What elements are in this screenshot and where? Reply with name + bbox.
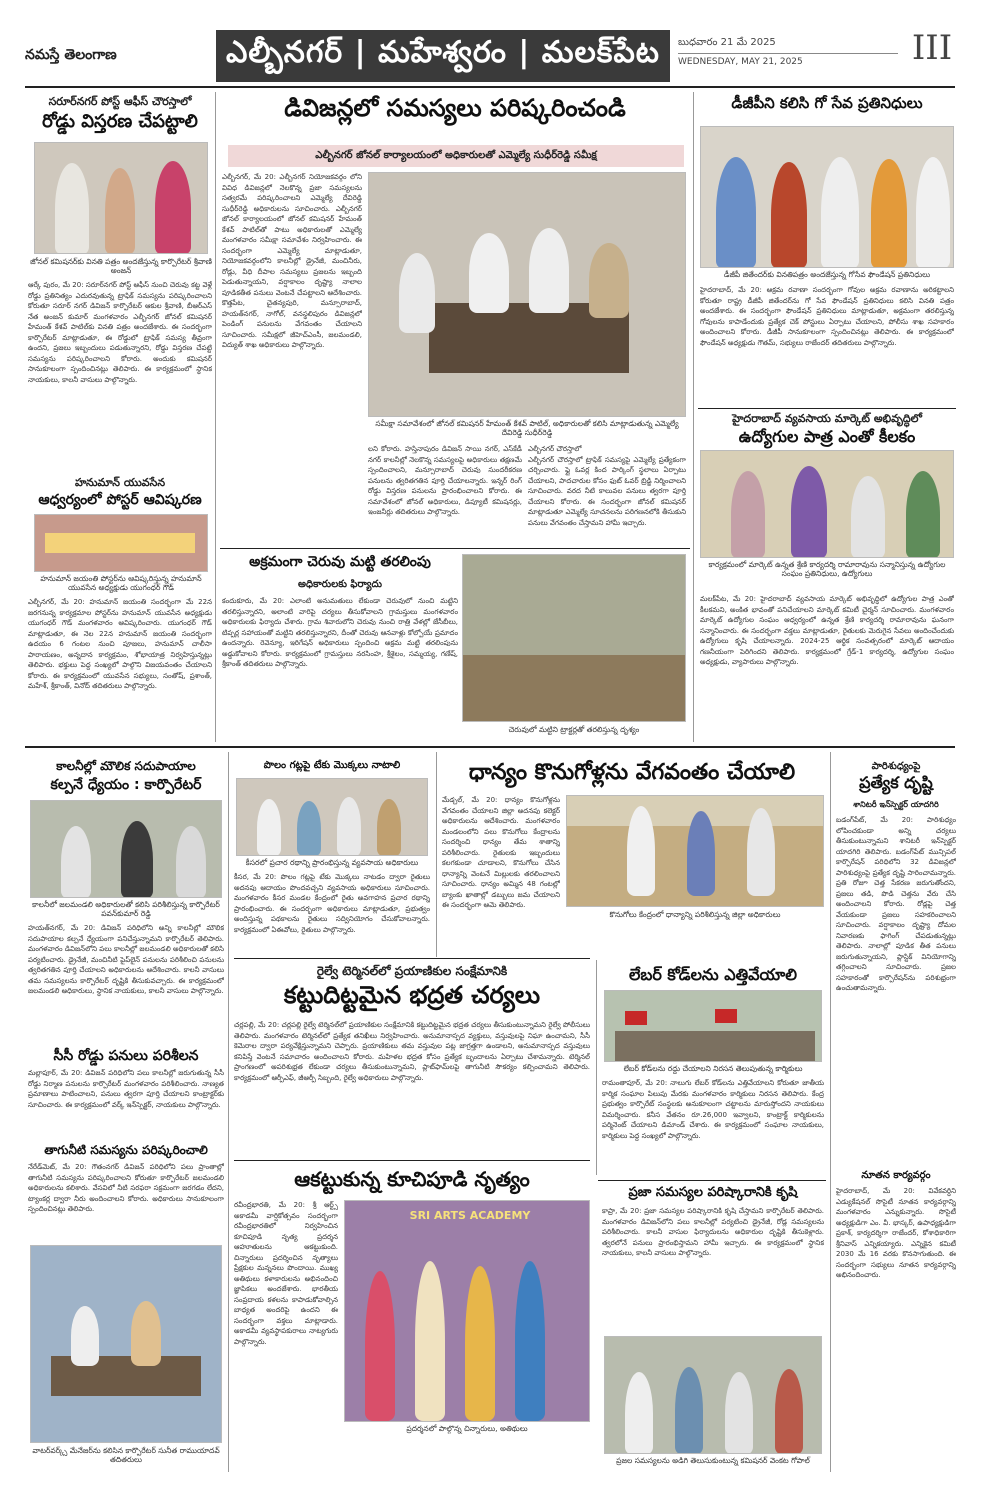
committee-headline: నూతన కార్యవర్గం <box>861 1170 931 1181</box>
column-divider-sanitation <box>830 752 831 1472</box>
water-body: నేరేడ్‌మెట్, మే 20: గౌతంనగర్ డివిజన్ పరిధిలోని పలు ప్రాంతాల్లో తాగునీటి సమస్యను పరిష్కరించాలని కోరుతూ కార్పొరేటర్ జలమండలి అధికారులను కలిశారు. వేసవిలో నీటి సరఫరా సక్రమంగా జరగడం లేదని, ట్యాంకర్ల ద్వారా నీరు అందించాలని కోరారు. అధికారులు సానుకూలంగా స్పందించినట్లు తెలిపారు. <box>28 1163 224 1213</box>
newspaper-brand: నమస్తే తెలంగాణ <box>25 46 117 63</box>
s1-body: ఆర్కే పురం, మే 20: సరూర్‌నగర్ పోస్ట్ ఆఫీస్ నుంచి చెరువు కట్ట వెళ్లే రోడ్డు ప్రతినిత్యం ఎదురవుతున్న ట్రాఫిక్ సమస్యను పరిష్కరించాలని కోరుతూ సరూర్ నగర్ డివిజన్ కార్పొరేటర్ ఆకుల శ్రీవాణి, బీఆర్ఎస్ నేత అంజన్ కుమార్ మంగళవారం ఎల్బీనగర్ జోనల్ కమిషనర్ హేమంత్ కేశవ్ పాటిల్‌కు వినతి పత్రం అందజేశారు. ఈ సందర్భంగా కార్పొరేటర్ మాట్లాడుతూ, ఈ రోడ్డులో ట్రాఫిక్ సమస్య తీవ్రంగా ఉందని, ప్రజలు ఇబ్బందులు పడుతున్నారని, రోడ్డు విస్తరణ చేపట్టి సమస్యను పరిష్కరించాలని కోరారు. అందుకు కమిషనర్ సానుకూలంగా స్పందించినట్లు తెలిపారు. ఈ కార్యక్రమంలో స్థానిక నాయకులు, కాలనీ వాసులు పాల్గొన్నారు. <box>28 281 212 384</box>
labour-headline: లేబర్ కోడ్‌లను ఎత్తివేయాలి <box>629 965 797 984</box>
railway-rule <box>234 958 590 959</box>
market-caption: కార్యక్రమంలో మార్కెట్ ఉన్నత శ్రేణి కార్యదర్శి రామారావును సన్మానిస్తున్న ఉద్యోగుల సంఘం ప్రతినిధులు, ఉద్యోగులు <box>708 560 946 578</box>
date-divider <box>678 53 898 54</box>
public-rule <box>598 1180 826 1181</box>
committee-body: హైదరాబాద్, మే 20: వివేకవర్ధిని ఎడ్యుకేషనల్ సొసైటీ నూతన కార్యవర్గాన్ని మంగళవారం ఎన్నుకున్నారు. సొసైటీ అధ్యక్షుడిగా ఎం. వీ. భాస్కర్, ఉపాధ్యక్షుడిగా ప్రకాశ్, కార్యదర్శిగా రాజేందర్, కోశాధికారిగా శ్రీనివాస్ ఎన్నికయ్యారు. ఎన్నికైన కమిటీ 2030 మే 16 వరకు కొనసాగుతుంది. ఈ సందర్భంగా సభ్యులు నూతన కార్యవర్గాన్ని అభినందించారు. <box>836 1187 956 1279</box>
column-divider <box>215 92 216 742</box>
teak-body: కీసర, మే 20: పొలం గట్లపై టేకు మొక్కలు నాటడం ద్వారా రైతులు అదనపు ఆదాయం పొందవచ్చని వ్యవసాయ అధికారులు సూచించారు. మంగళవారం కీసర మండల కేంద్రంలో రైతు అవగాహన ప్రచార రథాన్ని ప్రారంభించారు. ఈ సందర్భంగా అధికారులు మాట్లాడుతూ, ప్రభుత్వం అందిస్తున్న పథకాలను రైతులు సద్వినియోగం చేసుకోవాలన్నారు. కార్యక్రమంలో ఏఈవోలు, రైతులు పాల్గొన్నారు. <box>234 873 430 934</box>
soil-subhead: అధికారులకు ఫిర్యాదు <box>298 579 382 590</box>
lead-body-3: ఎల్బీనగర్ చౌరస్తాలో ఎల్బీనగర్ చౌరస్తాలో ట్రాఫిక్ సమస్యపై ఎమ్మెల్యే ప్రత్యేకంగా చర్చించారు. ఫ్లై ఓవర్ల కింద పార్కింగ్ స్థలాలు ఏర్పాటు చేయాలని, పాదచారుల కోసం ఫుట్ ఓవర్ బ్రిడ్జి నిర్మించాలని సూచించారు. వరద నీటి కాలువల పనులు త్వరగా పూర్తి చేయాలని కోరారు. ఈ సందర్భంగా జోనల్ కమిషనర్ మాట్లాడుతూ ఎమ్మెల్యే సూచనలను పరిగణనలోకి తీసుకుని పనులు వేగవంతం చేస్తామని హామీ ఇచ్చారు. <box>528 445 686 527</box>
s1-photo <box>34 142 208 254</box>
labour-body: రామంతాపూర్, మే 20: నాలుగు లేబర్ కోడ్‌లను ఎత్తివేయాలని కోరుతూ జాతీయ కార్మిక సంఘాల పిలుపు మేరకు మంగళవారం కార్మికులు నిరసన తెలిపారు. కేంద్ర ప్రభుత్వం కార్పొరేట్ సంస్థలకు అనుకూలంగా చట్టాలను మారుస్తోందని నాయకులు విమర్శించారు. కనీస వేతనం రూ.26,000 ఇవ్వాలని, కాంట్రాక్ట్ కార్మికులను పర్మినెంట్ చేయాలని డిమాండ్ చేశారు. ఈ కార్యక్రమంలో సంఘాల నాయకులు, కార్మికులు పెద్ద సంఖ్యలో పాల్గొన్నారు. <box>602 1079 824 1140</box>
dance-caption: ప్రదర్శనలో పాల్గొన్న చిన్నారులు, అతిథులు <box>406 1424 528 1433</box>
s2-caption: హనుమాన్ జయంతి పోస్టర్‌ను ఆవిష్కరిస్తున్న హనుమాన్ యువసేన అధ్యక్షుడు యుగంధర్ గౌడ్ <box>40 574 202 592</box>
teak-headline: పొలం గట్లపై టేకు మొక్కలు నాటాలి <box>263 760 401 771</box>
infra-caption: కాలనీలో జలమండలి అధికారులతో కలిసి పరిశీలిస్తున్న కార్పొరేటర్ పవన్‌కుమార్ రెడ్డి <box>32 900 220 918</box>
dance-banner: SRI ARTS ACADEMY <box>409 1209 531 1222</box>
sanitation-body: బడంగ్‌పేట్, మే 20: పారిశుధ్యం లోపించకుండా అన్ని చర్యలు తీసుకుంటున్నామని శానిటరీ ఇన్‌స్పెక్టర్ యాదగిరి తెలిపారు. బడంగ్‌పేట్ మున్సిపల్ కార్పొరేషన్ పరిధిలోని 32 డివిజన్లలో పారిశుధ్యంపై ప్రత్యేక దృష్టి సారించామన్నారు. ప్రతి రోజూ చెత్త సేకరణ జరుగుతోందని, ప్రజలు తడి, పొడి చెత్తను వేరు చేసి అందించాలని కోరారు. రోడ్లపై చెత్త వేయకుండా ప్రజలు సహకరించాలని సూచించారు. వర్షాకాలం దృష్ట్యా దోమల నివారణకు ఫాగింగ్ చేపడుతున్నట్లు తెలిపారు. నాలాల్లో పూడిక తీత పనులు జరుగుతున్నాయని, ప్లాస్టిక్ వినియోగాన్ని తగ్గించాలని సూచించారు. ప్రజల సహకారంతో కార్పొరేషన్‌ను పరిశుభ్రంగా ఉంచుతామన్నారు. <box>836 816 956 992</box>
infra-body: హయత్‌నగర్, మే 20: డివిజన్ పరిధిలోని అన్ని కాలనీల్లో మౌలిక సదుపాయాల కల్పనే ధ్యేయంగా పనిచేస్తున్నామని కార్పొరేటర్ తెలిపారు. మంగళవారం డివిజన్‌లోని పలు కాలనీల్లో జలమండలి అధికారులతో కలిసి పర్యటించారు. డ్రైనేజీ, మంచినీటి పైప్‌లైన్ పనులను పరిశీలించి పనులను త్వరితగతిన పూర్తి చేయాలని అధికారులను ఆదేశించారు. కాలనీ వాసులు తమ సమస్యలను కార్పొరేటర్ దృష్టికి తీసుకువచ్చారు. ఈ కార్యక్రమంలో జలమండలి అధికారులు, స్థానిక నాయకులు, కాలనీ వాసులు పాల్గొన్నారు. <box>28 924 224 995</box>
water-caption: వాటర్‌వర్క్స్ మేనేజర్‌ను కలిసిన కార్పొరేటర్ సునీత రాముయాదవ్ తదితరులు <box>32 1446 220 1464</box>
infra-headline-b: కల్పనే ధ్యేయం : కార్పొరేటర్ <box>50 777 202 793</box>
public-body: కాప్రా, మే 20: ప్రజా సమస్యల పరిష్కారానికి కృషి చేస్తామని కార్పొరేటర్ తెలిపారు. మంగళవారం డివిజన్‌లోని పలు కాలనీల్లో పర్యటించి డ్రైనేజీ, రోడ్ల సమస్యలను పరిశీలించారు. కాలనీ వాసుల ఫిర్యాదులను అధికారుల దృష్టికి తీసుకెళ్లారు. త్వరలోనే పనులు ప్రారంభిస్తామని హామీ ఇచ్చారు. ఈ కార్యక్రమంలో స్థానిక నాయకులు, కాలనీ వాసులు పాల్గొన్నారు. <box>602 1207 824 1257</box>
railway-kicker: రైల్వే టెర్మినల్‌లో ప్రయాణికుల సంక్షేమానికి <box>316 964 508 978</box>
s2-photo <box>34 514 208 572</box>
railway-body: చర్లపల్లి, మే 20: చర్లపల్లి రైల్వే టెర్మినల్‌లో ప్రయాణికుల సంక్షేమానికి కట్టుదిట్టమైన భద్రత చర్యలు తీసుకుంటున్నామని రైల్వే పోలీసులు తెలిపారు. మంగళవారం టెర్మినల్‌లో ప్రత్యేక తనిఖీలు నిర్వహించారు. అనుమానాస్పద వ్యక్తులు, వస్తువులపై నిఘా ఉంచామని, సీసీ కెమెరాల ద్వారా పర్యవేక్షిస్తున్నామని చెప్పారు. ప్రయాణికులు తమ వస్తువుల పట్ల జాగ్రత్తగా ఉండాలని, అనుమానాస్పద వస్తువులు కనిపిస్తే వెంటనే సమాచారం అందించాలని కోరారు. మహిళల భద్రత కోసం ప్రత్యేక బృందాలను ఏర్పాటు చేశామన్నారు. టెర్మినల్ ప్రాంగణంలో అపరిశుభ్రత లేకుండా చర్యలు తీసుకుంటున్నామని, ప్లాట్‌ఫామ్‌లపై తాగునీటి సౌకర్యం కల్పించామని తెలిపారు. కార్యక్రమంలో ఆర్పీఎఫ్, జీఆర్పీ సిబ్బంది, రైల్వే అధికారులు పాల్గొన్నారు. <box>234 1021 590 1082</box>
grain-caption: కొనుగోలు కేంద్రంలో ధాన్యాన్ని పరిశీలిస్తున్న జిల్లా అధికారులు <box>609 910 781 919</box>
labour-caption: లేబర్ కోడ్‌లను రద్దు చేయాలని నిరసన తెలుపుతున్న కార్మికులు <box>623 1064 803 1073</box>
dgp-caption: డీజీపీ జితేందర్‌కు వినతిపత్రం అందజేస్తున్న గోసేవ ఫౌండేషన్ ప్రతినిధులు <box>723 270 931 279</box>
public-caption: ప్రజల సమస్యలను అడిగి తెలుసుకుంటున్న కమిషనర్ వెంకట గోపాల్ <box>616 1456 810 1465</box>
labour-photo <box>604 990 822 1062</box>
soil-body: కందుకూరు, మే 20: ఎలాంటి అనుమతులు లేకుండా చెరువులో నుంచి మట్టిని తరలిస్తున్నారని, అలాంటి వారిపై చర్యలు తీసుకోవాలని గ్రామస్తులు మంగళవారం అధికారులకు ఫిర్యాదు చేశారు. గ్రామ శివారులోని చెరువు నుంచి రాత్రి వేళల్లో జేసీబీలు, టిప్పర్ల సహాయంతో మట్టిని తరలిస్తున్నారని, దీంతో చెరువు ఆనవాళ్లు కోల్పోయే ప్రమాదం ఉందన్నారు. రెవెన్యూ, ఇరిగేషన్ అధికారులు స్పందించి అక్రమ మట్టి తరలింపును అడ్డుకోవాలని కోరారు. కార్యక్రమంలో గ్రామస్తులు నరసింహ, శ్రీశైలం, సమ్మయ్య, గణేష్, శ్రీకాంత్ తదితరులు పాల్గొన్నారు. <box>222 597 458 668</box>
lead-subhead: ఎల్బీనగర్ జోనల్ కార్యాలయంలో అధికారులతో ఎమ్మెల్యే సుధీర్‌రెడ్డి సమీక్ష <box>228 145 684 167</box>
public-headline: ప్రజా సమస్యల పరిష్కారానికి కృషి <box>628 1185 798 1200</box>
grain-headline: ధాన్యం కొనుగోళ్లను వేగవంతం చేయాలి <box>468 760 796 785</box>
dgp-body: హైదరాబాద్, మే 20: ఆక్రమ రవాణా సందర్భంగా గోవుల అక్రమ రవాణాను అరికట్టాలని కోరుతూ రాష్ట్ర డీజీపీ జితేందర్‌ను గో సేవ ఫౌండేషన్ ప్రతినిధులు కలిసి వినతి పత్రం అందజేశారు. ఈ సందర్భంగా ఫౌండేషన్ ప్రతినిధులు మాట్లాడుతూ, అక్రమంగా తరలిస్తున్న గోవులను కాపాడేందుకు ప్రత్యేక చెక్ పోస్టులు ఏర్పాటు చేయాలని, పోలీసు శాఖ సహకారం అందించాలని కోరారు. డీజీపీ సానుకూలంగా స్పందించినట్లు తెలిపారు. ఈ కార్యక్రమంలో ఫౌండేషన్ అధ్యక్షుడు గౌతమ్, సభ్యులు రాజేందర్ తదితరులు పాల్గొన్నారు. <box>700 286 954 347</box>
teak-caption: కీసరలో ప్రచార రథాన్ని ప్రారంభిస్తున్న వ్యవసాయ అధికారులు <box>245 858 419 867</box>
lead-photo-caption: సమీక్షా సమావేశంలో జోనల్ కమిషనర్ హేమంత్ కేశవ్ పాటిల్, అధికారులతో కలిసి మాట్లాడుతున్న ఎమ్మెల్యే దేవిరెడ్డి సుధీర్‌రెడ్డి <box>375 419 679 437</box>
soil-rule <box>220 548 690 549</box>
s2-kicker: హనుమాన్ యువసేన <box>74 476 166 489</box>
column-divider-lower <box>228 752 229 1472</box>
lead-body-1: ఎల్బీనగర్, మే 20: ఎల్బీనగర్ నియోజకవర్గం లోని వివిధ డివిజన్లలో నెలకొన్న ప్రజా సమస్యలను సత్వరమే పరిష్కరించాలని ఎమ్మెల్యే దేవిరెడ్డి సుధీర్‌రెడ్డి అధికారులను సూచించారు. ఎల్బీనగర్ జోనల్ కార్యాలయంలో జోనల్ కమిషనర్ హేమంత్ కేశవ్ పాటిల్‌తో పాటు అధికారులతో ఎమ్మెల్యే మంగళవారం సమీక్షా సమావేశం నిర్వహించారు. ఈ సందర్భంగా ఎమ్మెల్యే మాట్లాడుతూ, నియోజకవర్గంలోని కాలనీల్లో డ్రైనేజీ, మంచినీరు, రోడ్లు, వీధి దీపాల సమస్యలు ప్రజలను ఇబ్బంది పెడుతున్నాయని, వర్షాకాలం దృష్ట్యా నాలాల పూడికతీత పనులు వెంటనే చేపట్టాలని ఆదేశించారు. కొత్తపేట, చైతన్యపురి, మన్సూరాబాద్, హయత్‌నగర్, నాగోల్, వనస్థలిపురం డివిజన్లలో పెండింగ్ పనులను వేగవంతం చేయాలని సూచించారు. సమీక్షలో జీహెచ్ఎంసీ, జలమండలి, విద్యుత్ శాఖ అధికారులు పాల్గొన్నారు. <box>222 173 362 349</box>
market-kicker: హైదరాబాద్ వ్యవసాయ మార్కెట్ అభివృద్ధిలో <box>732 412 922 425</box>
lead-photo <box>368 172 686 417</box>
s1-caption: జోనల్ కమిషనర్‌కు వినతి పత్రం అందజేస్తున్న కార్పొరేటర్ శ్రీవాణి అంజన్ <box>30 257 212 275</box>
cc-road-headline: సీసీ రోడ్డు పనులు పరిశీలన <box>53 1048 199 1064</box>
railway-headline: కట్టుదిట్టమైన భద్రత చర్యలు <box>283 981 541 1009</box>
s1-headline: రోడ్డు విస్తరణ చేపట్టాలి <box>42 111 198 132</box>
soil-photo <box>462 554 686 722</box>
s1-kicker: సరూర్‌నగర్ పోస్ట్ ఆఫీస్ చౌరస్తాలో <box>48 95 192 108</box>
soil-caption: చెరువులో మట్టిని ట్రాక్టర్లతో తరలిస్తున్న దృశ్యం <box>508 725 640 734</box>
dance-body: రవీంద్రభారతి, మే 20: శ్రీ ఆర్ట్స్ అకాడమీ వార్షికోత్సవం సందర్భంగా రవీంద్రభారతిలో నిర్వహించిన కూచిపూడి నృత్య ప్రదర్శన ఆహూతులను ఆకట్టుకుంది. చిన్నారులు ప్రదర్శించిన నృత్యాలు ప్రేక్షకుల మన్ననలు పొందాయి. ముఖ్య అతిథులు కళాకారులను అభినందించి జ్ఞాపికలు అందజేశారు. భారతీయ సంప్రదాయ కళలను కాపాడుకోవాల్సిన బాధ్యత అందరిపై ఉందని ఈ సందర్భంగా వక్తలు మాట్లాడారు. అకాడమీ వ్యవస్థాపకురాలు నాట్యగురు పాల్గొన్నారు. <box>234 1201 338 1346</box>
masthead-rule <box>25 86 955 88</box>
dgp-headline: డీజీపీని కలిసి గో సేవ ప్రతినిధులు <box>731 94 923 112</box>
market-rule <box>698 408 956 409</box>
s2-headline: ఆధ్వర్యంలో పోస్టర్ ఆవిష్కరణ <box>38 492 202 508</box>
soil-headline: అక్రమంగా చెరువు మట్టి తరలింపు <box>249 554 431 570</box>
column-divider-right <box>693 92 694 742</box>
date-telugu: బుధవారం 21 మే 2025 <box>678 37 776 48</box>
sanitation-headline: ప్రత్యేక దృష్టి <box>859 773 933 792</box>
market-body: మలక్‌పేట, మే 20: హైదరాబాద్ వ్యవసాయ మార్కెట్ అభివృద్ధిలో ఉద్యోగుల పాత్ర ఎంతో కీలకమని, అంకిత భావంతో పనిచేయాలని మార్కెట్ కమిటీ చైర్మన్ సూచించారు. మంగళవారం మార్కెట్ ఉద్యోగుల సంఘం ఆధ్వర్యంలో ఉన్నత శ్రేణి కార్యదర్శి రామారావును ఘనంగా సన్మానించారు. ఈ సందర్భంగా వక్తలు మాట్లాడుతూ, రైతులకు మెరుగైన సేవలు అందించేందుకు ఉద్యోగులు కృషి చేయాలన్నారు. 2024-25 ఆర్థిక సంవత్సరంలో మార్కెట్ ఆదాయం గణనీయంగా పెరిగిందని తెలిపారు. కార్యక్రమంలో గ్రేడ్-1 కార్యదర్శి, ఉద్యోగుల సంఘం అధ్యక్షుడు, వ్యాపారులు పాల్గొన్నారు. <box>700 595 954 666</box>
market-photo <box>700 450 954 558</box>
lead-body-2: లని కోరారు. హస్తినాపురం డివిజన్ సాయి నగర్, ఎస్‌కేడీ నగర్ కాలనీల్లో నెలకొన్న సమస్యలపై అధికారులు తక్షణమే స్పందించాలని, మన్సూరాబాద్ చెరువు సుందరీకరణ పనులను త్వరితగతిన పూర్తి చేయాలన్నారు. ఇన్నర్ రింగ్ రోడ్డు విస్తరణ పనులను ప్రారంభించాలని కోరారు. ఈ సమావేశంలో జోనల్ అధికారులు, డిప్యూటీ కమిషనర్లు, ఇంజనీర్లు తదితరులు పాల్గొన్నారు. <box>368 445 522 516</box>
dance-photo <box>344 1200 590 1422</box>
infra-headline-a: కాలనీల్లో మౌలిక సదుపాయాల <box>56 759 196 773</box>
s2-body: ఎల్బీనగర్, మే 20: హనుమాన్ జయంతి సందర్భంగా మే 22న జరగనున్న కార్యక్రమాల పోస్టర్‌ను హనుమాన్ యువసేన అధ్యక్షుడు యుగంధర్ గౌడ్ మంగళవారం ఆవిష్కరించారు. యుగంధర్ గౌడ్ మాట్లాడుతూ, ఈ నెల 22న హనుమాన్ జయంతి సందర్భంగా ఉదయం 6 గంటల నుంచి పూజలు, హనుమాన్ చాలీసా పారాయణం, అన్నదాన కార్యక్రమం, శోభాయాత్ర నిర్వహిస్తున్నట్లు తెలిపారు. భక్తులు పెద్ద సంఖ్యలో పాల్గొని విజయవంతం చేయాలని కోరారు. ఈ కార్యక్రమంలో యువసేన సభ్యులు, సంతోష్, ప్రశాంత్, మహేశ్, శ్రీకాంత్, వినోద్ తదితరులు పాల్గొన్నారు. <box>28 598 212 690</box>
column-divider-grain <box>436 752 437 957</box>
edition-title: ఎల్బీనగర్ | మహేశ్వరం | మలక్‌పేట <box>216 30 670 82</box>
infra-photo <box>30 800 222 898</box>
page-number: III <box>911 28 953 68</box>
cc-road-body: మల్లాపూర్, మే 20: డివిజన్ పరిధిలోని పలు కాలనీల్లో జరుగుతున్న సీసీ రోడ్డు నిర్మాణ పనులను కార్పొరేటర్ మంగళవారం పరిశీలించారు. నాణ్యత ప్రమాణాలు పాటించాలని, పనులు త్వరగా పూర్తి చేయాలని కాంట్రాక్టర్‌కు సూచించారు. ఈ కార్యక్రమంలో వర్క్ ఇన్‌స్పెక్టర్, నాయకులు పాల్గొన్నారు. <box>28 1069 224 1109</box>
date-block <box>678 36 898 76</box>
water-headline: తాగునీటి సమస్యను పరిష్కరించాలి <box>44 1143 208 1157</box>
dance-rule <box>234 1160 590 1161</box>
dgp-photo <box>700 126 954 268</box>
market-headline: ఉద్యోగుల పాత్ర ఎంతో కీలకం <box>738 427 916 446</box>
grain-body: మేడ్చల్, మే 20: ధాన్యం కొనుగోళ్లను వేగవంతం చేయాలని జిల్లా అదనపు కలెక్టర్ అధికారులను ఆదేశించారు. మంగళవారం మండలంలోని పలు కొనుగోలు కేంద్రాలను సందర్శించి ధాన్యం తేమ శాతాన్ని పరిశీలించారు. రైతులకు ఇబ్బందులు కలగకుండా చూడాలని, కొనుగోలు చేసిన ధాన్యాన్ని వెంటనే మిల్లులకు తరలించాలని సూచించారు. ధాన్యం అమ్మిన 48 గంటల్లో బ్యాంకు ఖాతాల్లో డబ్బులు జమ చేయాలని ఈ సందర్భంగా ఆమె తెలిపారు. <box>442 796 560 909</box>
water-photo <box>30 1245 222 1443</box>
sanitation-subhead: శానిటరీ ఇన్‌స్పెక్టర్ యాదగిరి <box>853 800 939 809</box>
teak-photo <box>236 778 428 856</box>
date-english: WEDNESDAY, MAY 21, 2025 <box>678 57 803 67</box>
column-divider-labour <box>596 960 597 1175</box>
section-rule <box>25 746 955 748</box>
lead-headline: డివిజన్లలో సమస్యలు పరిష్కరించండి <box>284 94 626 122</box>
grain-photo <box>566 795 824 907</box>
dance-headline: ఆకట్టుకున్న కూచిపూడి నృత్యం <box>294 1167 530 1191</box>
sanitation-kicker: పారిశుధ్యంపై <box>871 761 921 772</box>
public-photo <box>604 1336 822 1454</box>
